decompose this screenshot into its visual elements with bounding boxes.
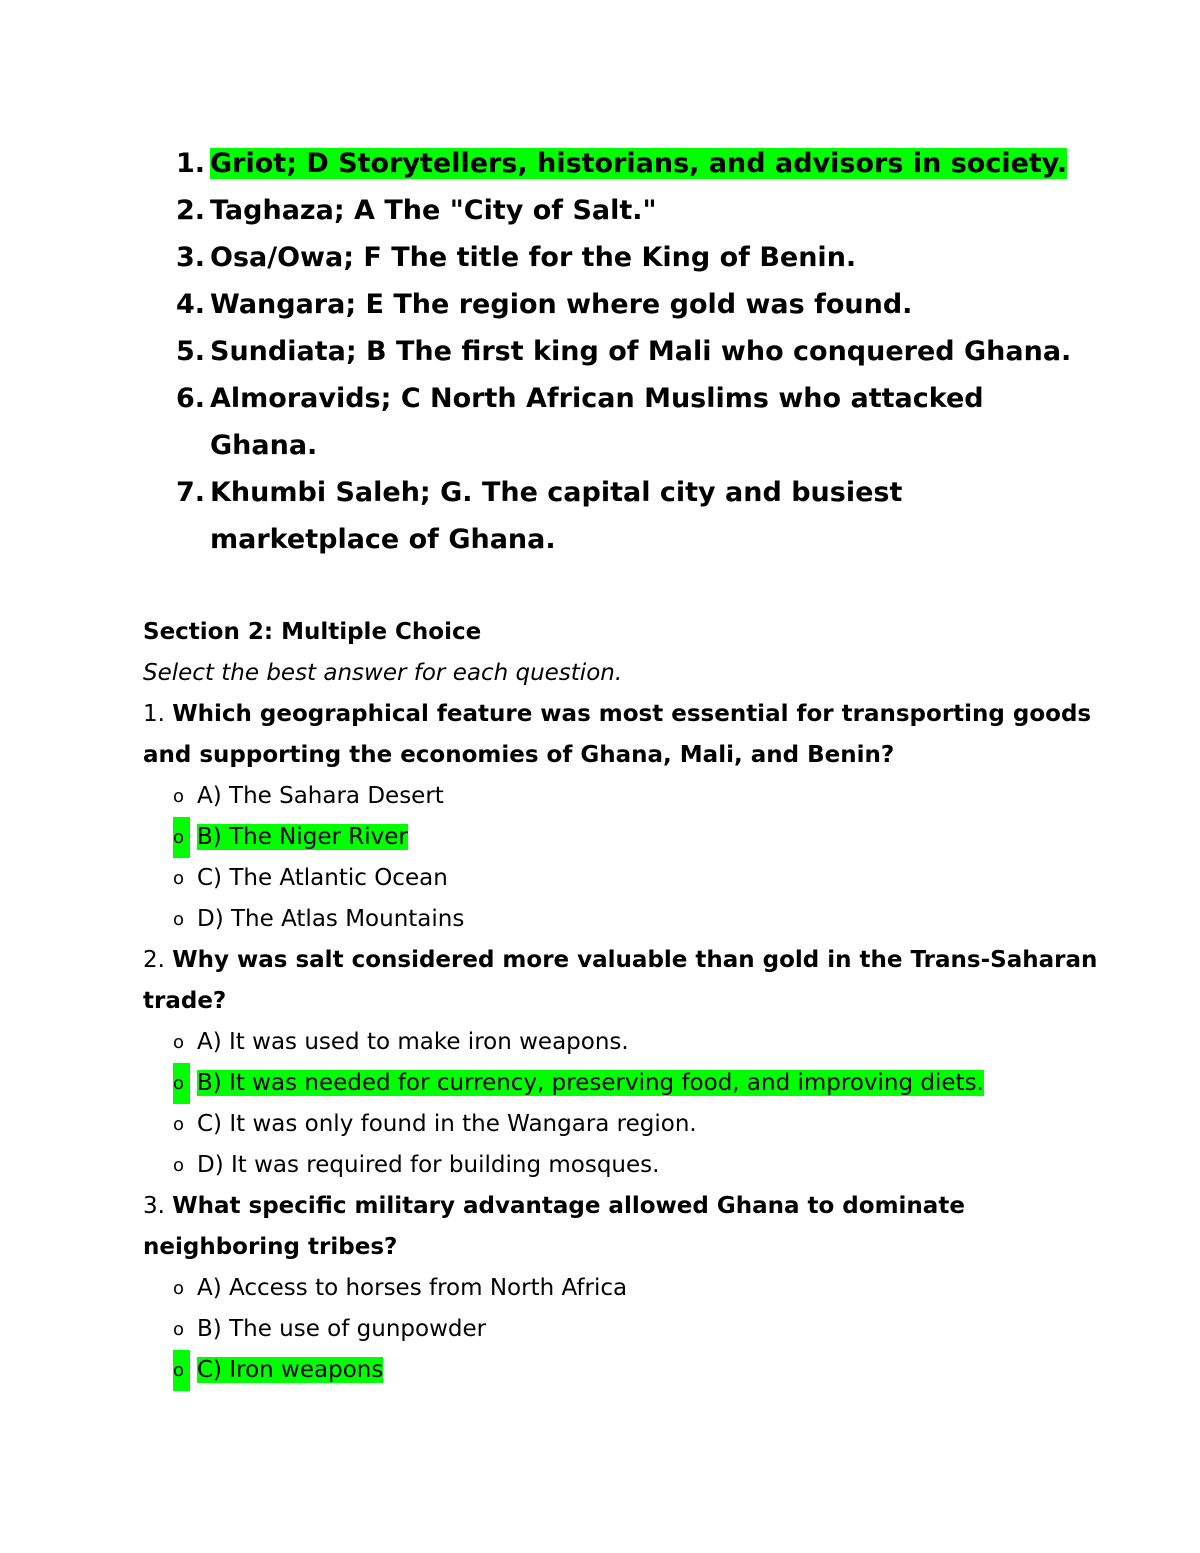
answer-option-text: C) The Atlantic Ocean: [197, 865, 448, 891]
answer-option-text: A) The Sahara Desert: [197, 783, 444, 809]
question-3: [143, 1186, 1103, 1391]
answer-option: [143, 1309, 1103, 1350]
matching-item-number: 4.: [176, 289, 206, 320]
circle-bullet-icon: o: [173, 1350, 190, 1391]
matching-item-number: 3.: [176, 242, 206, 273]
answer-option: [143, 1145, 1103, 1186]
answer-option: [143, 1104, 1103, 1145]
question-text: What specific military advantage allowed Ghana to dominate neighboring tribes?: [143, 1193, 965, 1260]
matching-item: [172, 234, 1092, 281]
question-2: [143, 940, 1103, 1186]
matching-item: [172, 469, 1092, 563]
matching-item: [172, 187, 1092, 234]
circle-bullet-icon: o: [173, 1278, 185, 1299]
answer-option-correct: [143, 817, 1103, 858]
circle-bullet-icon: o: [173, 1063, 190, 1104]
circle-bullet-icon: o: [173, 786, 185, 807]
matching-item-text: Wangara; E The region where gold was found.: [210, 289, 913, 320]
answer-option-text: A) It was used to make iron weapons.: [197, 1029, 629, 1055]
circle-bullet-icon: o: [173, 868, 185, 889]
section-instructions: Select the best answer for each question.: [143, 660, 623, 686]
answer-option-correct: [143, 1350, 1103, 1391]
matching-item-text: Khumbi Saleh; G. The capital city and busiest marketplace of Ghana.: [210, 477, 903, 555]
matching-item: [172, 140, 1092, 187]
answer-option-text: D) It was required for building mosques.: [197, 1152, 660, 1178]
matching-item-text: Sundiata; B The first king of Mali who conquered Ghana.: [210, 336, 1072, 367]
circle-bullet-icon: o: [173, 1032, 185, 1053]
answer-option: [143, 1268, 1103, 1309]
answer-option-text: B) The use of gunpowder: [197, 1316, 487, 1342]
matching-item-number: 2.: [176, 195, 206, 226]
matching-item-text: Griot; D Storytellers, historians, and advisors in society.: [210, 148, 1068, 179]
circle-bullet-icon: o: [173, 1319, 185, 1340]
answer-option-text: B) It was needed for currency, preserving food, and improving diets.: [197, 1070, 984, 1096]
matching-item: [172, 375, 1092, 469]
matching-item-text: Taghaza; A The "City of Salt.": [210, 195, 657, 226]
answer-option-text: D) The Atlas Mountains: [197, 906, 465, 932]
matching-item-number: 1.: [176, 148, 206, 179]
question-1: [143, 694, 1103, 940]
matching-item-text: Almoravids; C North African Muslims who attacked Ghana.: [210, 383, 984, 461]
answer-option: [143, 899, 1103, 940]
answer-option-correct: [143, 1063, 1103, 1104]
question-number: 2.: [143, 947, 165, 973]
matching-item: [172, 281, 1092, 328]
matching-item: [172, 328, 1092, 375]
matching-answer-list: [172, 140, 1092, 563]
question-number: 3.: [143, 1193, 165, 1219]
question-2-options: [143, 1022, 1103, 1186]
question-3-options: [143, 1268, 1103, 1391]
circle-bullet-icon: o: [173, 909, 185, 930]
answer-option: [143, 776, 1103, 817]
answer-option-text: B) The Niger River: [197, 824, 408, 850]
section-title: Section 2: Multiple Choice: [143, 619, 482, 645]
circle-bullet-icon: o: [173, 1155, 185, 1176]
answer-option-text: C) Iron weapons: [197, 1357, 384, 1383]
answer-option-text: A) Access to horses from North Africa: [197, 1275, 628, 1301]
question-1-prompt: [143, 694, 1103, 776]
question-2-prompt: [143, 940, 1103, 1022]
answer-option: [143, 1022, 1103, 1063]
matching-item-number: 7.: [176, 477, 206, 508]
matching-item-number: 6.: [176, 383, 206, 414]
circle-bullet-icon: o: [173, 817, 190, 858]
answer-option-text: C) It was only found in the Wangara region.: [197, 1111, 697, 1137]
question-3-prompt: [143, 1186, 1103, 1268]
answer-option: [143, 858, 1103, 899]
question-text: Why was salt considered more valuable than gold in the Trans-Saharan trade?: [143, 947, 1098, 1014]
question-text: Which geographical feature was most essential for transporting goods and supporting the economies of Ghana, Mali, and Benin?: [143, 701, 1092, 768]
question-number: 1.: [143, 701, 165, 727]
matching-item-number: 5.: [176, 336, 206, 367]
section-2-multiple-choice: [143, 612, 1103, 1391]
matching-item-text: Osa/Owa; F The title for the King of Benin.: [210, 242, 857, 273]
circle-bullet-icon: o: [173, 1114, 185, 1135]
question-1-options: [143, 776, 1103, 940]
